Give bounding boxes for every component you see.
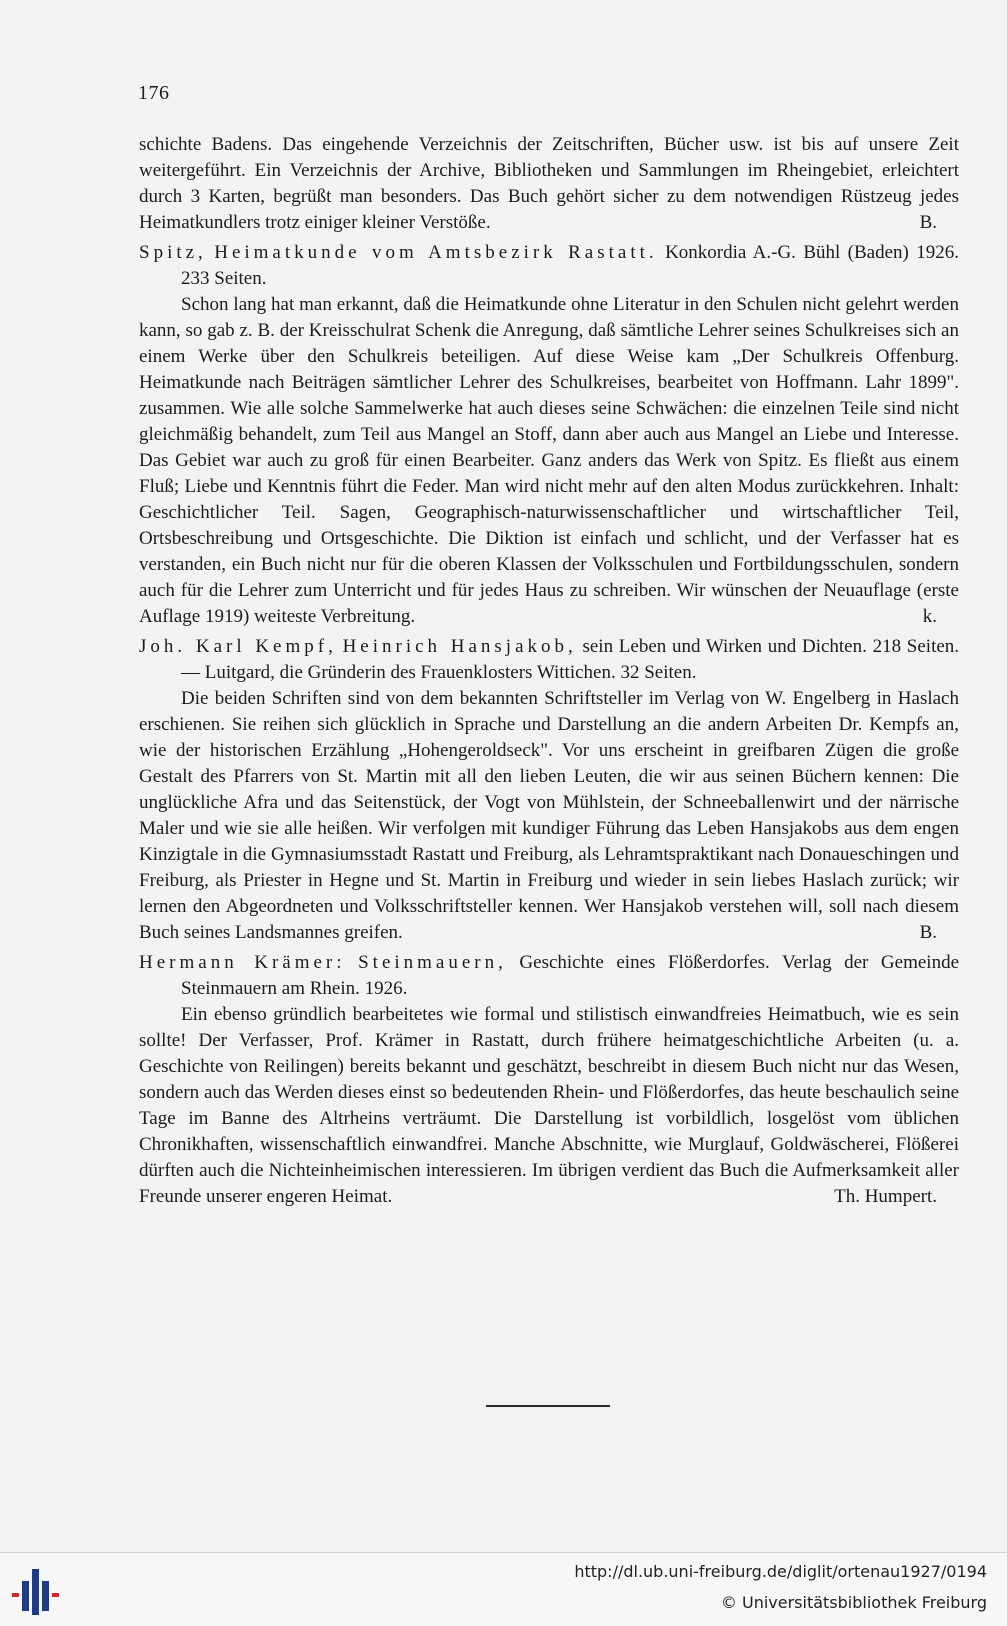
entry-heading <box>139 950 959 1002</box>
entry-review-text <box>139 292 959 630</box>
entry-title: Heinrich Hansjakob, <box>342 636 577 657</box>
section-divider <box>486 1405 610 1407</box>
entry-heading <box>139 634 959 686</box>
entry-body: Die beiden Schriften sind von dem bekannten Schriftsteller im Verlag von W. Engelberg in Haslach erschienen. Sie reihen sich glücklich in Sprache und Darstellung an die andern Arbeiten Dr. Kempfs an, wie der historischen Erzählung „Hohengeroldseck". Vor uns erscheint in greifbaren Zügen die große Gestalt des Pfarrers von St. Martin mit all den lieben Leuten, die wir aus seinen Büchern kennen: Die unglückliche Afra und das Seitenstück, der Vogt von Mühlstein, der Schneeballenwirt und der närrische Maler und wie sie alle heißen. Wir verfolgen mit kundiger Führung das Leben Hansjakobs aus dem engen Kinzigtale in die Gymnasiumsstadt Rastatt und Freiburg, als Lehramtspraktikant nach Donaueschingen und Freiburg, als Priester in Hegne und St. Martin in Freiburg und wieder in sein liebes Haslach zurück; wir lernen den Abgeordneten und Volksschriftsteller kennen. Wer Hansjakob verstehen will, soll nach diesem Buch seines Landsmannes greifen. <box>139 688 959 943</box>
entry-title: Heimatkunde vom Amtsbezirk Rastatt. <box>214 242 658 263</box>
page-number: 176 <box>138 82 170 104</box>
entry-publication: sein Leben und Wirken und Dichten. 218 Seiten. — Luitgard, die Gründerin des Frauenklosters Wittichen. 32 Seiten. <box>181 636 960 683</box>
page-content <box>139 132 959 1210</box>
review-entry-3 <box>139 950 959 1210</box>
intro-paragraph <box>139 132 959 236</box>
entry-author: Joh. Karl Kempf, <box>139 636 337 657</box>
entry-review-text <box>139 686 959 946</box>
entry-publication: Konkordia A.-G. Bühl (Baden) 1926. 233 Seiten. <box>181 242 960 289</box>
entry-body: Ein ebenso gründlich bearbeitetes wie formal und stilistisch einwandfreies Heimatbuch, wie es sein sollte! Der Verfasser, Prof. Krämer in Rastatt, durch frühere heimatgeschichtliche Arbeiten (u. a. Geschichte von Reilingen) bereits bekannt und geschätzt, beschreibt in diesem Buch nicht nur das Wesen, sondern auch das Werden dieses einst so bedeutenden Rhein- und Flößerdorfes, das heute beschaulich seine Tage im Banne des Altrheins verträumt. Die Darstellung ist vorbildlich, losgelöst vom üblichen Chronikhaften, wissenschaftlich einwandfrei. Manche Abschnitte, wie Murglauf, Goldwäscherei, Flößerei dürften auch die Nichteinheimischen interessieren. Im übrigen verdient das Buch die Aufmerksamkeit aller Freunde unserer engeren Heimat. <box>139 1004 959 1207</box>
copyright-text: © Universitätsbibliothek Freiburg <box>720 1593 987 1612</box>
entry-title: Steinmauern, <box>358 952 507 973</box>
entry-signature: B. <box>919 922 937 943</box>
entry-signature: k. <box>922 606 937 627</box>
intro-signature: B. <box>919 212 937 233</box>
entry-signature: Th. Humpert. <box>834 1186 937 1207</box>
entry-author: Spitz, <box>139 242 207 263</box>
review-entry-1 <box>139 240 959 630</box>
intro-text: schichte Badens. Das eingehende Verzeichnis der Zeitschriften, Bücher usw. ist bis auf unsere Zeit weitergeführt. Ein Verzeichnis der Archive, Bibliotheken und Sammlungen im Rheingebiet, erleichtert durch 3 Karten, begrüßt man besonders. Das Buch gehört sicher zu dem notwendigen Rüstzeug jedes Heimatkundlers trotz einiger kleiner Verstöße. <box>139 134 959 233</box>
entry-review-text <box>139 1002 959 1210</box>
review-entry-2 <box>139 634 959 946</box>
entry-publication: Geschichte eines Flößerdorfes. Verlag der Gemeinde Steinmauern am Rhein. 1926. <box>181 952 960 999</box>
entry-body: Schon lang hat man erkannt, daß die Heimatkunde ohne Literatur in den Schulen nicht gelehrt werden kann, so gab z. B. der Kreisschulrat Schenk die Anregung, daß sämtliche Lehrer seines Schulkreises sich an einem Werke über den Schulkreis beteiligen. Auf diese Weise kam „Der Schulkreis Offenburg. Heimatkunde nach Beiträgen sämtlicher Lehrer des Schulkreises, bearbeitet von Hoffmann. Lahr 1899". zusammen. Wie alle solche Sammelwerke hat auch dieses seine Schwächen: die einzelnen Teile sind nicht gleichmäßig behandelt, zum Teil aus Mangel an Stoff, dann aber auch aus Mangel an Liebe und Interesse. Das Gebiet war auch zu groß für einen Bearbeiter. Ganz anders das Werk von Spitz. Es fließt aus einem Fluß; Liebe und Kenntnis führt die Feder. Man wird nicht mehr auf den alten Modus zurückkehren. Inhalt: Geschichtlicher Teil. Sagen, Geographisch-naturwissenschaftlicher und wirtschaftlicher Teil, Ortsbeschreibung und Ortsgeschichte. Die Diktion ist einfach und schlicht, und der Verfasser hat es verstanden, ein Buch nicht nur für die oberen Klassen der Volksschulen und Fortbildungsschulen, sondern auch für die Lehrer zum Unterricht und für jedes Haus zu schreiben. Wir wünschen der Neuauflage (erste Auflage 1919) weiteste Verbreitung. <box>139 294 959 627</box>
source-url-link[interactable]: http://dl.ub.uni-freiburg.de/diglit/ortenau1927/0194 <box>574 1562 987 1581</box>
ub-freiburg-logo-icon <box>10 1559 66 1619</box>
entry-heading <box>139 240 959 292</box>
viewer-footer <box>0 1552 1007 1626</box>
entry-author: Hermann Krämer: <box>139 952 346 973</box>
